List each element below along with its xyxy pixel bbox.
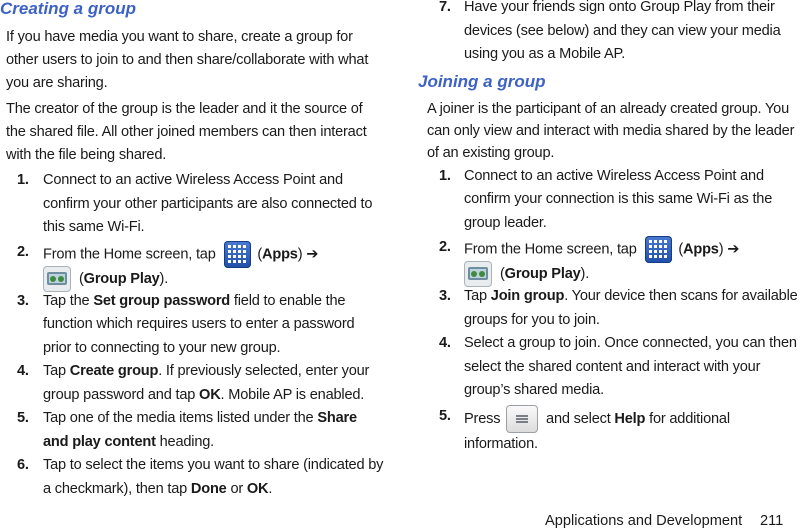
share-and-play-content-label: Share and play content — [43, 410, 357, 450]
set-group-password-label: Set group password — [93, 292, 231, 309]
step-number: 3. — [17, 292, 29, 309]
step-text: Connect to an active Wireless Access Point and confirm your other participants are also connected to this same Wi-Fi. — [43, 172, 373, 235]
step-text: field to enable the function which requires users to enter a password prior to connecting to your new group. — [43, 292, 355, 356]
intro-paragraph-1: If you have media you want to share, create a group for other users to join to and then share/collaborate with what you are sharing. — [6, 29, 369, 91]
step-text: From the Home screen, tap — [43, 245, 216, 262]
paren: ( — [500, 265, 505, 282]
right-step-3 — [418, 285, 801, 332]
help-label: Help — [614, 410, 646, 427]
right-step-7 — [418, 0, 801, 67]
step-text: Have your friends sign onto Group Play from their devices (see below) and they can view your media using you as a Mobile AP. — [464, 0, 781, 62]
left-step-5 — [0, 407, 384, 454]
paren: ) — [297, 245, 303, 262]
left-step-2 — [0, 241, 384, 290]
step-text: From the Home screen, tap — [464, 241, 637, 258]
left-step-1 — [0, 169, 384, 240]
paren: ( — [257, 245, 263, 262]
apps-label: Apps — [262, 245, 298, 262]
join-group-label: Join group — [490, 288, 565, 304]
step-text: . If previously selected, enter your group password and tap — [43, 363, 370, 403]
ok-label: OK — [199, 386, 221, 403]
step-number: 1. — [439, 167, 451, 184]
step-number: 6. — [17, 457, 29, 473]
left-column — [0, 0, 384, 501]
joining-intro-paragraph: A joiner is the participant of an already created group. You can only view and interact with media shared by the leader of an existing group. — [427, 100, 795, 161]
group-play-icon — [43, 266, 71, 292]
left-step-3 — [0, 290, 384, 361]
step-number: 5. — [439, 407, 451, 424]
step-text: Tap to select the items you want to share (indicated by a checkmark), then tap — [43, 457, 384, 497]
step-number: 4. — [17, 363, 29, 379]
step-number: 2. — [17, 243, 29, 260]
step-text: . Mobile AP is enabled. — [220, 386, 365, 403]
step-number: 1. — [17, 172, 29, 188]
left-step-6 — [0, 454, 384, 501]
step-text: . Your device then scans for available groups for you to join. — [464, 288, 798, 328]
paren: ) — [718, 241, 724, 258]
arrow-glyph: ➔ — [306, 245, 319, 262]
step-text: or — [230, 480, 244, 497]
step-text: Tap — [464, 288, 487, 304]
footer-section-title: Applications and Development — [545, 513, 743, 529]
apps-icon — [645, 236, 672, 263]
group-play-icon — [464, 261, 492, 287]
section-heading-joining-group: Joining a group — [418, 71, 546, 91]
left-step-4 — [0, 360, 384, 407]
step-text: Select a group to join. Once connected, you can then select the shared content and interact with your group’s shared media. — [464, 335, 797, 398]
paren: ( — [79, 270, 84, 287]
paren: ( — [678, 241, 684, 258]
apps-icon — [224, 241, 251, 268]
step-text: Tap one of the media items listed under the — [43, 410, 314, 426]
create-group-label: Create group — [69, 363, 159, 379]
step-number: 3. — [439, 288, 451, 304]
step-number: 2. — [439, 239, 451, 255]
group-play-label: Group Play — [83, 270, 160, 287]
menu-key-icon — [506, 405, 538, 433]
intro-paragraph-2: The creator of the group is the leader and it the source of the shared file. All other joined members can then interact with the file being shared. — [6, 101, 367, 163]
apps-label: Apps — [683, 241, 719, 258]
page-number: 211 — [760, 513, 784, 529]
paren: ). — [580, 265, 590, 282]
right-step-4 — [418, 332, 801, 403]
section-heading-creating-group: Creating a group — [0, 0, 137, 18]
step-text: Tap — [43, 363, 66, 379]
step-number: 7. — [439, 0, 451, 15]
step-text: heading. — [159, 433, 215, 450]
arrow-glyph: ➔ — [727, 241, 740, 258]
step-number: 5. — [17, 410, 29, 426]
step-text: and select — [546, 410, 611, 427]
right-step-1 — [418, 165, 801, 236]
step-text: Press — [464, 410, 501, 427]
right-step-5 — [418, 405, 801, 457]
step-text: Connect to an active Wireless Access Point and confirm your connection is this same Wi-Fi as the group leader. — [464, 167, 773, 231]
group-play-label: Group Play — [504, 265, 581, 282]
paren: ). — [159, 270, 169, 287]
step-number: 4. — [439, 335, 451, 351]
right-step-2 — [418, 236, 801, 285]
step-text: Tap the — [43, 292, 90, 309]
ok-label: OK — [246, 480, 269, 497]
done-label: Done — [190, 480, 227, 497]
right-column — [418, 0, 801, 456]
step-text: . — [268, 480, 273, 497]
step-text: for additional information. — [464, 410, 730, 452]
